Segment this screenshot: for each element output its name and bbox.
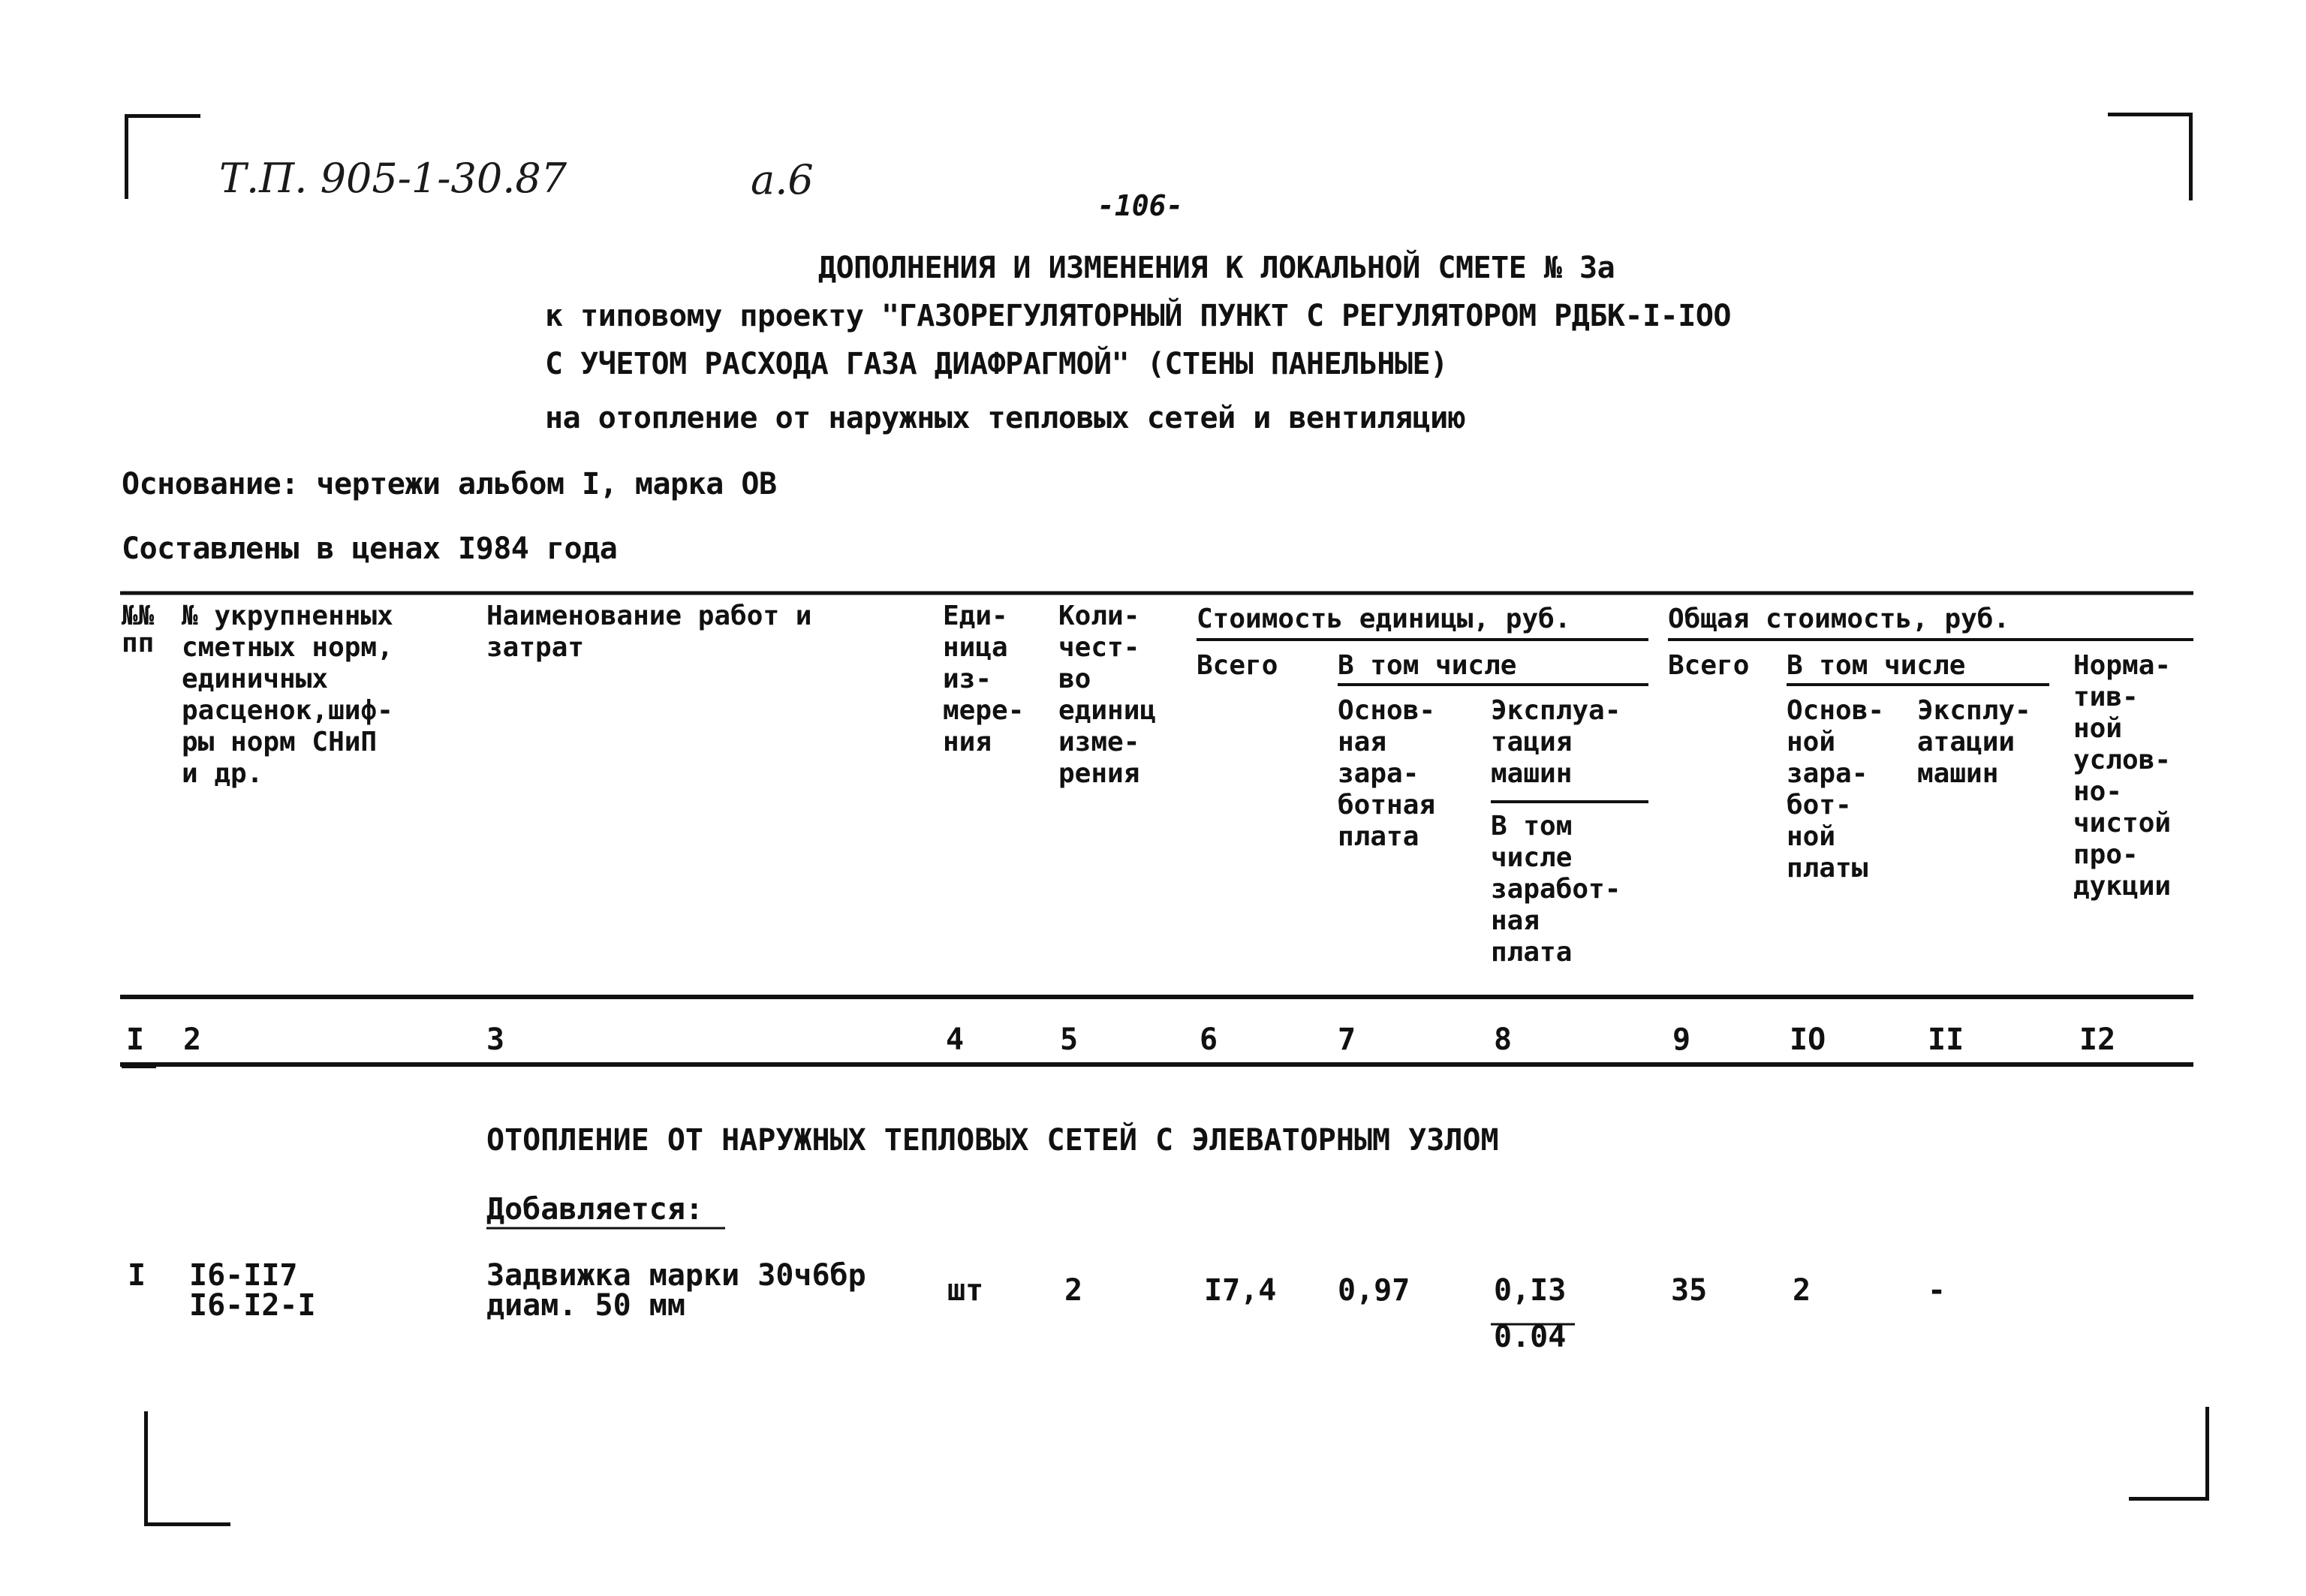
header-col-11-line-3: машин xyxy=(1917,758,1999,789)
header-col-12-line-1: Норма- xyxy=(2073,650,2172,681)
subsection-label: Добавляется: xyxy=(486,1192,703,1227)
price-basis-note: Составлены в ценах I984 года xyxy=(122,531,618,566)
header-col-11-line-1: Эксплу- xyxy=(1917,695,2031,726)
header-col-2-line-2: сметных норм, xyxy=(182,632,393,663)
header-col-5-line-6: рения xyxy=(1058,758,1140,789)
header-col-2-line-5: ры норм СНиП xyxy=(182,727,378,757)
column-number-4: 4 xyxy=(946,1022,965,1057)
header-unit-cost-group: Стоимость единицы, руб. xyxy=(1197,604,1571,634)
header-col-10-line-4: бот- xyxy=(1787,790,1852,821)
header-col-7-line-2: ная xyxy=(1338,727,1387,757)
column-number-10: IO xyxy=(1790,1022,1826,1057)
header-col-12-line-4: услов- xyxy=(2073,745,2172,775)
header-col-3-line-2: затрат xyxy=(486,632,585,663)
header-col-12-line-3: ной xyxy=(2073,713,2123,744)
header-col-1-line-2: пп xyxy=(122,628,155,658)
section-title: ОТОПЛЕНИЕ ОТ НАРУЖНЫХ ТЕПЛОВЫХ СЕТЕЙ С ЭЛЕВАТОРНЫМ УЗЛОМ xyxy=(486,1123,1499,1158)
column-number-1: I xyxy=(126,1022,145,1057)
header-col-4-line-2: ница xyxy=(943,632,1008,663)
header-col-10-line-5: ной xyxy=(1787,821,1836,852)
header-col-1-line-1: №№ xyxy=(122,601,155,631)
header-col-2-line-6: и др. xyxy=(182,758,263,789)
header-col-7-line-1: Основ- xyxy=(1338,695,1436,726)
header-col-8-bottom-line-5: плата xyxy=(1491,937,1573,968)
header-col-10-line-2: ной xyxy=(1787,727,1836,757)
row-name-line-2: диам. 50 мм xyxy=(486,1288,685,1323)
row-unit-machines: 0,I3 xyxy=(1494,1273,1567,1308)
column-number-7: 7 xyxy=(1338,1022,1356,1057)
row-total: 35 xyxy=(1671,1273,1708,1308)
header-col-8-bottom-line-3: заработ- xyxy=(1491,874,1621,905)
column-number-11: II xyxy=(1928,1022,1964,1057)
header-col-8-bottom-line-1: В том xyxy=(1491,811,1573,842)
header-col-8-bottom-line-4: ная xyxy=(1491,905,1540,936)
column-number-6: 6 xyxy=(1200,1022,1218,1057)
header-col-4-line-3: из- xyxy=(943,664,992,694)
column-number-2: 2 xyxy=(183,1022,202,1057)
row-name-line-1: Задвижка марки 30ч6бр xyxy=(486,1258,866,1293)
column-number-12: I2 xyxy=(2079,1022,2116,1057)
row-total-machines: - xyxy=(1928,1273,1946,1308)
header-col-12-line-5: но- xyxy=(2073,776,2123,807)
header-col-5-line-3: во xyxy=(1058,664,1091,694)
header-col-5-line-2: чест- xyxy=(1058,632,1140,663)
row-total-wage: 2 xyxy=(1793,1273,1811,1308)
project-code: Т.П. 905-1-30.87 xyxy=(219,155,567,202)
document-title-line-4: на отопление от наружных тепловых сетей и вентиляцию xyxy=(545,401,1466,435)
header-col-2-line-4: расценок,шиф- xyxy=(182,695,393,726)
page-number: -106- xyxy=(1097,189,1184,222)
header-col-12-line-6: чистой xyxy=(2073,808,2172,839)
row-unit-machines-wage: 0.04 xyxy=(1494,1320,1567,1354)
header-col-12-line-8: дукции xyxy=(2073,871,2172,902)
header-col-4-line-5: ния xyxy=(943,727,992,757)
header-col-2-line-3: единичных xyxy=(182,664,329,694)
header-col-3-line-1: Наименование работ и xyxy=(486,601,812,631)
row-number: I xyxy=(128,1258,146,1293)
row-unit-wage: 0,97 xyxy=(1338,1273,1410,1308)
header-col-10-line-3: зара- xyxy=(1787,758,1868,789)
row-unit-total: I7,4 xyxy=(1204,1273,1277,1308)
header-total-including: В том числе xyxy=(1787,650,1966,681)
document-title-line-3: С УЧЕТОМ РАСХОДА ГАЗА ДИАФРАГМОЙ" (СТЕНЫ ПАНЕЛЬНЫЕ) xyxy=(545,347,1448,381)
header-col-4-line-4: мере- xyxy=(943,695,1025,726)
header-col-7-line-3: зара- xyxy=(1338,758,1419,789)
header-col-12-line-2: тив- xyxy=(2073,682,2139,712)
header-col-8-top-line-1: Эксплуа- xyxy=(1491,695,1621,726)
row-codes-line-1: I6-II7 xyxy=(189,1258,298,1293)
column-number-9: 9 xyxy=(1672,1022,1691,1057)
header-col-8-top-line-2: тация xyxy=(1491,727,1573,757)
basis-note: Основание: чертежи альбом I, марка ОВ xyxy=(122,467,777,501)
header-col-8-bottom-line-2: числе xyxy=(1491,842,1573,873)
column-number-5: 5 xyxy=(1060,1022,1079,1057)
row-quantity: 2 xyxy=(1064,1273,1083,1308)
document-title-line-2: к типовому проекту "ГАЗОРЕГУЛЯТОРНЫЙ ПУНКТ С РЕГУЛЯТОРОМ РДБК-I-IOO xyxy=(545,299,1731,333)
column-number-8: 8 xyxy=(1494,1022,1513,1057)
album-reference: а.6 xyxy=(751,156,814,203)
document-title: ДОПОЛНЕНИЯ И ИЗМЕНЕНИЯ К ЛОКАЛЬНОЙ СМЕТЕ № 3а xyxy=(818,251,1615,285)
header-col-10-line-6: платы xyxy=(1787,853,1868,884)
header-total-cost-group: Общая стоимость, руб. xyxy=(1668,604,2010,634)
header-col-4-line-1: Еди- xyxy=(943,601,1008,631)
header-col-9-line-1: Всего xyxy=(1668,650,1750,681)
header-col-6-line-1: Всего xyxy=(1197,650,1278,681)
header-col-8-top-line-3: машин xyxy=(1491,758,1573,789)
row-codes-line-2: I6-I2-I xyxy=(189,1288,316,1323)
header-col-5-line-1: Коли- xyxy=(1058,601,1140,631)
header-unit-including: В том числе xyxy=(1338,650,1517,681)
header-col-11-line-2: атации xyxy=(1917,727,2015,757)
header-col-7-line-5: плата xyxy=(1338,821,1419,852)
header-col-7-line-4: ботная xyxy=(1338,790,1436,821)
header-col-12-line-7: про- xyxy=(2073,839,2139,870)
header-col-5-line-4: единиц xyxy=(1058,695,1157,726)
header-col-10-line-1: Основ- xyxy=(1787,695,1885,726)
header-col-2-line-1: № укрупненных xyxy=(182,601,393,631)
column-number-3: 3 xyxy=(486,1022,505,1057)
header-col-5-line-5: изме- xyxy=(1058,727,1140,757)
row-unit: шт xyxy=(947,1273,984,1308)
